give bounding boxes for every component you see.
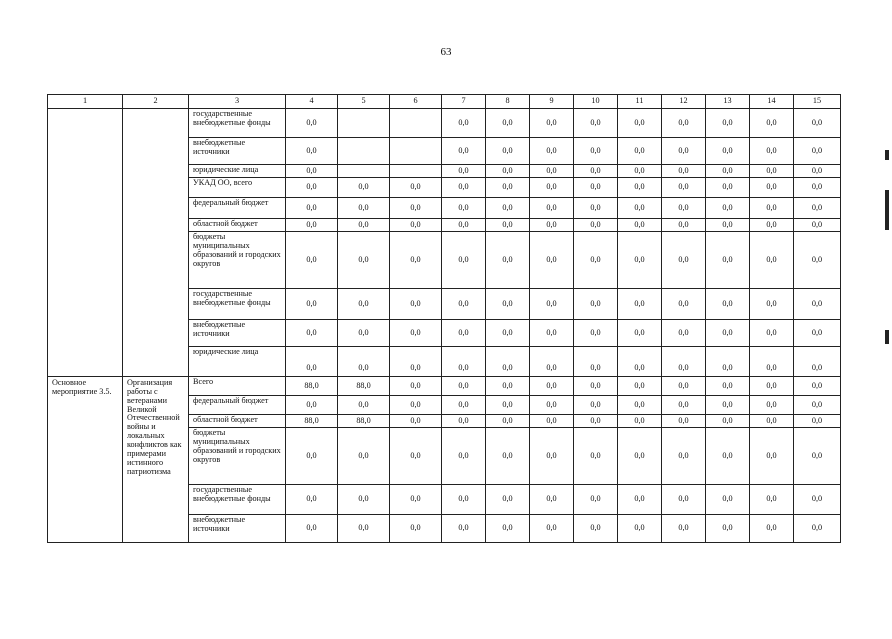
value-cell: 0,0: [486, 232, 530, 289]
value-cell: 0,0: [574, 165, 618, 178]
value-cell: 0,0: [706, 415, 750, 428]
value-cell: 0,0: [390, 178, 442, 198]
value-cell: 0,0: [286, 485, 338, 515]
funding-source-cell: областной бюджет: [189, 219, 286, 232]
header-cell: 15: [794, 95, 841, 109]
value-cell: 0,0: [442, 428, 486, 485]
value-cell: 0,0: [706, 198, 750, 219]
value-cell: 0,0: [750, 428, 794, 485]
header-cell: 4: [286, 95, 338, 109]
value-cell: 0,0: [338, 178, 390, 198]
value-cell: [390, 109, 442, 138]
value-cell: 0,0: [390, 377, 442, 396]
value-cell: 0,0: [390, 232, 442, 289]
value-cell: 0,0: [618, 178, 662, 198]
value-cell: [338, 165, 390, 178]
value-cell: 0,0: [530, 198, 574, 219]
value-cell: 0,0: [750, 320, 794, 347]
value-cell: 0,0: [574, 396, 618, 415]
value-cell: [390, 138, 442, 165]
value-cell: 0,0: [662, 219, 706, 232]
value-cell: 0,0: [338, 289, 390, 320]
value-cell: 0,0: [662, 428, 706, 485]
value-cell: 0,0: [794, 428, 841, 485]
value-cell: 0,0: [530, 232, 574, 289]
value-cell: 0,0: [794, 347, 841, 377]
value-cell: 0,0: [662, 109, 706, 138]
group-cell-empty: [123, 109, 189, 377]
value-cell: 0,0: [338, 396, 390, 415]
value-cell: 0,0: [750, 138, 794, 165]
value-cell: 88,0: [286, 415, 338, 428]
value-cell: 0,0: [574, 485, 618, 515]
value-cell: 0,0: [574, 138, 618, 165]
value-cell: 0,0: [618, 320, 662, 347]
value-cell: [390, 165, 442, 178]
funding-source-cell: бюджеты муниципальных образований и городских округов: [189, 428, 286, 485]
value-cell: 0,0: [662, 515, 706, 543]
value-cell: 0,0: [442, 377, 486, 396]
value-cell: 0,0: [750, 109, 794, 138]
value-cell: 0,0: [794, 219, 841, 232]
value-cell: 0,0: [390, 198, 442, 219]
value-cell: 0,0: [390, 347, 442, 377]
value-cell: 0,0: [618, 109, 662, 138]
value-cell: 0,0: [442, 515, 486, 543]
value-cell: 0,0: [390, 428, 442, 485]
header-cell: 7: [442, 95, 486, 109]
value-cell: 0,0: [706, 320, 750, 347]
funding-source-cell: государственные внебюджетные фонды: [189, 485, 286, 515]
activity-name-cell: Основное мероприятие 3.5.: [48, 377, 123, 543]
value-cell: 0,0: [530, 138, 574, 165]
value-cell: 0,0: [706, 109, 750, 138]
value-cell: 0,0: [442, 320, 486, 347]
value-cell: 0,0: [662, 289, 706, 320]
header-cell: 13: [706, 95, 750, 109]
value-cell: [338, 109, 390, 138]
value-cell: 0,0: [442, 219, 486, 232]
funding-source-cell: государственные внебюджетные фонды: [189, 109, 286, 138]
value-cell: 0,0: [390, 320, 442, 347]
value-cell: 0,0: [442, 347, 486, 377]
value-cell: 0,0: [286, 198, 338, 219]
value-cell: 0,0: [486, 396, 530, 415]
value-cell: 0,0: [574, 320, 618, 347]
value-cell: 0,0: [794, 415, 841, 428]
value-cell: 0,0: [390, 289, 442, 320]
value-cell: 0,0: [442, 198, 486, 219]
value-cell: 0,0: [530, 219, 574, 232]
value-cell: 0,0: [706, 396, 750, 415]
header-cell: 11: [618, 95, 662, 109]
value-cell: 0,0: [750, 198, 794, 219]
value-cell: 0,0: [530, 396, 574, 415]
value-cell: 0,0: [618, 485, 662, 515]
value-cell: 0,0: [286, 109, 338, 138]
value-cell: 0,0: [530, 415, 574, 428]
funding-source-cell: юридические лица: [189, 165, 286, 178]
value-cell: 0,0: [706, 515, 750, 543]
funding-source-cell: внебюджетные источники: [189, 138, 286, 165]
value-cell: 0,0: [794, 289, 841, 320]
value-cell: 88,0: [338, 415, 390, 428]
value-cell: 0,0: [618, 347, 662, 377]
value-cell: 0,0: [442, 109, 486, 138]
value-cell: 0,0: [618, 219, 662, 232]
value-cell: 0,0: [750, 289, 794, 320]
value-cell: 0,0: [574, 109, 618, 138]
value-cell: 0,0: [390, 515, 442, 543]
value-cell: 0,0: [662, 377, 706, 396]
value-cell: 0,0: [706, 428, 750, 485]
value-cell: 0,0: [574, 289, 618, 320]
value-cell: 0,0: [706, 377, 750, 396]
value-cell: 0,0: [442, 485, 486, 515]
value-cell: 0,0: [662, 165, 706, 178]
value-cell: 0,0: [486, 377, 530, 396]
value-cell: 0,0: [750, 485, 794, 515]
value-cell: 0,0: [750, 219, 794, 232]
value-cell: 0,0: [390, 396, 442, 415]
value-cell: 0,0: [286, 219, 338, 232]
value-cell: 0,0: [530, 428, 574, 485]
value-cell: 0,0: [794, 165, 841, 178]
value-cell: 0,0: [706, 347, 750, 377]
value-cell: 0,0: [530, 485, 574, 515]
value-cell: 0,0: [486, 428, 530, 485]
value-cell: 0,0: [794, 396, 841, 415]
value-cell: 0,0: [706, 219, 750, 232]
value-cell: 0,0: [338, 232, 390, 289]
value-cell: 0,0: [286, 289, 338, 320]
value-cell: 0,0: [750, 396, 794, 415]
funding-source-cell: Всего: [189, 377, 286, 396]
funding-source-cell: внебюджетные источники: [189, 320, 286, 347]
header-cell: 8: [486, 95, 530, 109]
value-cell: 0,0: [286, 178, 338, 198]
header-cell: 2: [123, 95, 189, 109]
value-cell: 0,0: [574, 347, 618, 377]
value-cell: 0,0: [574, 415, 618, 428]
header-cell: 1: [48, 95, 123, 109]
funding-source-cell: государственные внебюджетные фонды: [189, 289, 286, 320]
value-cell: 0,0: [486, 198, 530, 219]
value-cell: 0,0: [486, 485, 530, 515]
value-cell: 0,0: [486, 415, 530, 428]
value-cell: 0,0: [486, 347, 530, 377]
value-cell: 0,0: [286, 515, 338, 543]
header-cell: 14: [750, 95, 794, 109]
value-cell: 0,0: [750, 165, 794, 178]
funding-source-cell: внебюджетные источники: [189, 515, 286, 543]
header-cell: 12: [662, 95, 706, 109]
value-cell: 0,0: [794, 377, 841, 396]
value-cell: 0,0: [286, 138, 338, 165]
value-cell: 0,0: [706, 485, 750, 515]
value-cell: 0,0: [662, 178, 706, 198]
value-cell: 0,0: [530, 347, 574, 377]
funding-source-cell: федеральный бюджет: [189, 198, 286, 219]
value-cell: 0,0: [618, 138, 662, 165]
value-cell: 0,0: [706, 289, 750, 320]
funding-source-cell: бюджеты муниципальных образований и городских округов: [189, 232, 286, 289]
value-cell: 0,0: [442, 178, 486, 198]
value-cell: 0,0: [574, 219, 618, 232]
funding-source-cell: федеральный бюджет: [189, 396, 286, 415]
value-cell: 0,0: [338, 428, 390, 485]
value-cell: 0,0: [442, 396, 486, 415]
value-cell: 0,0: [794, 109, 841, 138]
page-number: 63: [440, 46, 452, 58]
value-cell: 0,0: [530, 515, 574, 543]
value-cell: 0,0: [530, 178, 574, 198]
value-cell: 0,0: [338, 320, 390, 347]
value-cell: 0,0: [794, 515, 841, 543]
value-cell: 0,0: [618, 232, 662, 289]
header-cell: 6: [390, 95, 442, 109]
funding-source-cell: УКАД ОО, всего: [189, 178, 286, 198]
value-cell: 0,0: [662, 396, 706, 415]
value-cell: 0,0: [442, 165, 486, 178]
value-cell: 0,0: [750, 515, 794, 543]
value-cell: 0,0: [750, 178, 794, 198]
value-cell: 0,0: [390, 219, 442, 232]
header-cell: 5: [338, 95, 390, 109]
value-cell: 0,0: [442, 289, 486, 320]
value-cell: 0,0: [662, 138, 706, 165]
value-cell: 0,0: [662, 485, 706, 515]
value-cell: 0,0: [338, 485, 390, 515]
header-cell: 3: [189, 95, 286, 109]
value-cell: 0,0: [530, 320, 574, 347]
value-cell: 0,0: [794, 198, 841, 219]
value-cell: 0,0: [750, 377, 794, 396]
value-cell: 0,0: [338, 219, 390, 232]
value-cell: 0,0: [750, 232, 794, 289]
value-cell: 0,0: [338, 347, 390, 377]
value-cell: 0,0: [618, 396, 662, 415]
value-cell: 0,0: [750, 415, 794, 428]
scan-edge-mark: [885, 190, 889, 230]
value-cell: 0,0: [486, 165, 530, 178]
value-cell: 0,0: [706, 232, 750, 289]
value-cell: 0,0: [794, 178, 841, 198]
value-cell: 0,0: [338, 198, 390, 219]
value-cell: 0,0: [286, 320, 338, 347]
value-cell: 0,0: [286, 347, 338, 377]
value-cell: 0,0: [618, 428, 662, 485]
value-cell: 0,0: [574, 515, 618, 543]
value-cell: 0,0: [530, 377, 574, 396]
value-cell: 0,0: [530, 165, 574, 178]
value-cell: 0,0: [706, 165, 750, 178]
header-cell: 9: [530, 95, 574, 109]
funding-source-cell: юридические лица: [189, 347, 286, 377]
value-cell: 88,0: [286, 377, 338, 396]
value-cell: 0,0: [574, 232, 618, 289]
value-cell: 0,0: [486, 138, 530, 165]
value-cell: 0,0: [442, 138, 486, 165]
budget-table: [47, 94, 841, 543]
value-cell: 0,0: [618, 165, 662, 178]
header-cell: 10: [574, 95, 618, 109]
value-cell: 0,0: [574, 178, 618, 198]
value-cell: 0,0: [486, 320, 530, 347]
value-cell: 0,0: [286, 232, 338, 289]
value-cell: 0,0: [662, 347, 706, 377]
value-cell: 0,0: [442, 415, 486, 428]
value-cell: 0,0: [442, 232, 486, 289]
value-cell: 0,0: [390, 415, 442, 428]
activity-description-cell: Организация работы с ветеранами Великой Отечественной войны и локальных конфликтов как примерами истинного патриотизма: [123, 377, 189, 543]
value-cell: 0,0: [286, 396, 338, 415]
scan-edge-mark: [885, 330, 889, 344]
value-cell: 0,0: [530, 109, 574, 138]
value-cell: 0,0: [794, 232, 841, 289]
value-cell: 0,0: [574, 428, 618, 485]
group-cell-empty: [48, 109, 123, 377]
value-cell: 0,0: [706, 178, 750, 198]
value-cell: 0,0: [706, 138, 750, 165]
value-cell: 0,0: [662, 320, 706, 347]
value-cell: 88,0: [338, 377, 390, 396]
value-cell: [338, 138, 390, 165]
value-cell: 0,0: [390, 485, 442, 515]
value-cell: 0,0: [486, 289, 530, 320]
value-cell: 0,0: [530, 289, 574, 320]
value-cell: 0,0: [486, 515, 530, 543]
value-cell: 0,0: [486, 219, 530, 232]
table-row: [48, 377, 841, 396]
value-cell: 0,0: [794, 320, 841, 347]
value-cell: 0,0: [618, 377, 662, 396]
value-cell: 0,0: [486, 109, 530, 138]
table-row: [48, 109, 841, 138]
value-cell: 0,0: [750, 347, 794, 377]
value-cell: 0,0: [618, 415, 662, 428]
funding-source-cell: областной бюджет: [189, 415, 286, 428]
value-cell: 0,0: [618, 289, 662, 320]
value-cell: 0,0: [486, 178, 530, 198]
value-cell: 0,0: [338, 515, 390, 543]
value-cell: 0,0: [618, 198, 662, 219]
value-cell: 0,0: [794, 485, 841, 515]
value-cell: 0,0: [574, 198, 618, 219]
value-cell: 0,0: [662, 198, 706, 219]
scan-edge-mark: [885, 150, 889, 160]
value-cell: 0,0: [574, 377, 618, 396]
value-cell: 0,0: [662, 232, 706, 289]
value-cell: 0,0: [286, 428, 338, 485]
value-cell: 0,0: [794, 138, 841, 165]
value-cell: 0,0: [662, 415, 706, 428]
value-cell: 0,0: [286, 165, 338, 178]
header-row: [48, 95, 841, 109]
value-cell: 0,0: [618, 515, 662, 543]
